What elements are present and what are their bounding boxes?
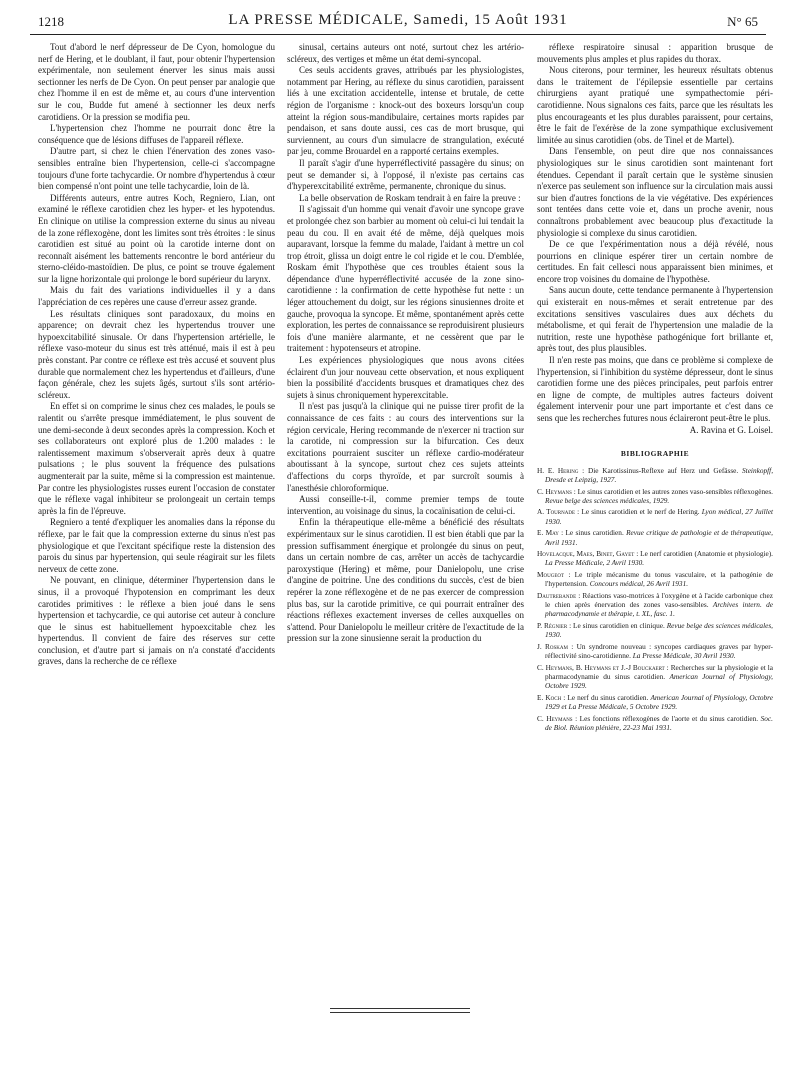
- bib-title: Les fonctions réflexogènes de l'aorte et du sinus carotidien.: [579, 713, 759, 723]
- bib-source: Soc. de Biol. Réunion plénière, 22-23 Mai 1931.: [545, 713, 773, 732]
- bib-title: Le sinus carotidien en clinique.: [573, 620, 665, 630]
- paragraph: Il n'en reste pas moins, que dans ce problème si complexe de l'hypertension, si l'inhibition du système dépresseur, dont le sinus carotidien forme une des pièces principales, peut parfois entrer en ligne de compte, de multiples autres facteurs doivent également intervenir pour une part importante et c'est dans ce sens que les recherches futures nous éclaireront peut-être le plus.: [537, 355, 773, 423]
- bib-title: Die Karotissinus-Reflexe auf Herz und Gefässe.: [587, 465, 739, 475]
- bib-source: Revue critique de pathologie et de thérapeutique, Avril 1931.: [545, 528, 773, 547]
- paragraph: sinusal, certains auteurs ont noté, surtout chez les artério-scléreux, des vertiges et même un état demi-syncopal.: [287, 42, 524, 64]
- bib-title: Le nerf du sinus carotidien.: [567, 692, 649, 702]
- bib-author: H. E. Hering :: [537, 465, 585, 475]
- bib-source: Lyon médical, 27 Juillet 1930.: [545, 507, 773, 526]
- bib-author: A. Tournade :: [537, 507, 580, 517]
- bibliography-entry: [537, 507, 773, 526]
- paragraph: Les résultats cliniques sont paradoxaux, du moins en apparence; on devrait chez les hypertendus trouver une hypoexcitabilité sinusale. Or dans l'hypertension artérielle, le réflexe vaso-moteur du sinus est très atténué, mais il est à peu près constant. Par contre ce réflexe est très accusé et souvent plus durable que normalement chez les hypertendus et d'ailleurs, d'une façon générale, chez les sujets âgés, surtout s'ils sont artério-scléreux.: [38, 308, 275, 400]
- author-signature: A. Ravina et G. Loisel.: [689, 424, 773, 435]
- bib-title: Recherches sur la physiologie et la pharmacodynamie du sinus carotidien.: [545, 662, 773, 681]
- paragraph: Mais du fait des variations individuelles il y a dans l'appréciation de ces repères une cause d'erreur assez grande.: [38, 285, 275, 308]
- page-number: 1218: [38, 14, 64, 29]
- paragraph: L'hypertension chez l'homme ne pourrait donc être la conséquence que de lésions diffuses de l'appareil réflexe.: [38, 123, 275, 145]
- bibliography-entry: [537, 642, 773, 661]
- bib-author: C. Heymans :: [537, 486, 576, 496]
- paragraph: réflexe respiratoire sinusal : apparition brusque de mouvements plus amples et plus rapides du thorax.: [537, 42, 773, 64]
- paragraph: Regniero a tenté d'expliquer les anomalies dans la réponse du réflexe, par le fait que la compression externe du sinus n'est pas physiologique et que l'excitant spécifique reste la distension des parois du sinus par hypertension, qui seule réagirait sur les filets nerveux de cette zone.: [38, 517, 275, 574]
- paragraph: Ne pouvant, en clinique, déterminer l'hypertension dans le sinus, il a provoqué l'hypotension en comprimant les deux carotides primitives : le réflexe a bien joué dans le sens hypertension et tachycardie, ce qui autorise cet auteur à conclure que le sinus est habituellement hypoexcitable chez les hypertendus. Il convient de faire des réserves sur cette conclusion, et d'autre part si jamais on n'a constaté d'accidents graves, dans la recherche de ce réflexe: [38, 575, 275, 667]
- journal-title: [30, 12, 766, 29]
- bib-title: Réactions vaso-motrices à l'oxygène et à l'acide carbonique chez le chien après énervation des zones vaso-sensibles.: [545, 590, 773, 610]
- bib-source: Revue belge des sciences médicales, 1930.: [545, 620, 774, 640]
- bibliography-entry: [537, 663, 773, 691]
- paragraph: Sans aucun doute, cette tendance permanente à l'hypertension qui existerait en nous-mêmes et serait entretenue par des excitations sensitives vasculaires dues aux déchets du métabolisme, et qui ferait de l'hypertension une maladie de la nutrition, reste une hypothèse pathogénique fort brillante et, après tout, des plus plausibles.: [537, 285, 773, 354]
- bib-author: C. Heymans, B. Heymans et J.-J Bouckaert :: [537, 662, 669, 672]
- bib-author: E. Koch :: [537, 692, 566, 702]
- bibliography-entry: [537, 466, 773, 485]
- bibliography-entry: [537, 693, 773, 712]
- page-header: [30, 8, 766, 35]
- paragraph: D'autre part, si chez le chien l'énervation des zones vaso-sensibles entraîne bien l'hypertension, celle-ci s'accompagne toujours d'une forte tachycardie. Or nombre d'hypertendus à cœur bien compensé n'ont point une telle tachycardie, loin de là.: [38, 146, 275, 192]
- bibliography-list: [537, 466, 773, 733]
- paragraph: Dans l'ensemble, on peut dire que nos connaissances physiologiques sur le sinus carotidien sont maintenant fort étendues. Cependant il paraît certain que le système sinusien n'exerce pas seulement son influence sur la circulation mais aussi sur bien d'autres fonctions de la vie végétative. Des expériences sont tentées dans cette voie et, dans un proche avenir, nous connaîtrons probablement avec beaucoup plus d'exactitude la physiologie si complexe du sinus carotidien.: [537, 146, 773, 238]
- bib-author: J. Roskam :: [537, 641, 574, 651]
- paragraph: En effet si on comprime le sinus chez ces malades, le pouls se ralentit ou s'arrête presque immédiatement, le plus souvent de une demi-seconde à deux secondes après la compression. Koch et ses collaborateurs ont exploré plus de 1.200 malades : le ralentissement maximum s'observerait après deux à quatre pulsations ; le plus souvent la fréquence des pulsations augmenterait par la suite, même si la compression est maintenue. Par contre les physiologistes russes eurent l'occasion de constater que le réflexe vagal inhibiteur se prolongeait un certain temps après la fin de l'épreuve.: [38, 401, 275, 516]
- bib-source: Revue belge des sciences médicales, 1929.: [545, 496, 670, 505]
- bibliography-title: BIBLIOGRAPHIE: [620, 449, 690, 459]
- column-right-paragraphs: [537, 42, 773, 425]
- paragraph: La belle observation de Roskam tendrait à en faire la preuve :: [299, 192, 521, 203]
- bib-author: Mougeot :: [537, 569, 571, 579]
- bib-title: Le sinus carotidien.: [565, 528, 624, 538]
- bibliography-entry: [537, 621, 773, 640]
- bib-title: Un syndrome nouveau : syncopes cardiaques graves par hyper-réflectivité sino-carotidienne.: [545, 641, 773, 661]
- paragraph: Il n'est pas jusqu'à la clinique qui ne puisse tirer profit de la connaissance de ces faits : au cours des interventions sur la région cervicale, Hering recommande de n'exercer ni traction sur la carotide, ni compression sur la bifurcation. Ces deux excitations pourraient susciter un réflexe cardio-modérateur aboutissant à la syncope, surtout chez ces sujets atteints d'affections du corps thyroïde, et par surcroît soumis à l'anesthésie chloroformique.: [287, 401, 524, 493]
- bibliography-entry: [537, 570, 773, 589]
- paragraph: Différents auteurs, entre autres Koch, Regniero, Lian, ont examiné le réflexe carotidien chez les hyper- et les hypotendus. En clinique on utilise la compression externe du sinus au niveau de la zone réflexogène, dont les limites sont très étroites : le sinus carotidien est situé au point où la carotide interne dont on reconnaît aisément les battements rencontre le bord antérieur du sterno-cléido-mastoïdien. De plus, ce point se trouve également sur la ligne horizontale qui prolonge le bord supérieur du larynx.: [38, 192, 275, 284]
- issue-date: Samedi, 15 Août 1931: [413, 12, 568, 28]
- bib-source: La Presse Médicale, 30 Avril 1930.: [632, 651, 736, 661]
- bib-author: Dautrebande :: [537, 590, 581, 600]
- paragraph: Ces seuls accidents graves, attribués par les physiologistes, notamment par Hering, au réflexe du sinus carotidien, paraissent liés à une excitation accidentelle, intense et brutale, de cette région de l'organisme : knock-out des boxeurs lorsqu'un coup atteint la région sous-mandibulaire, certaines morts rapides par pendaison, et sans doute aussi, ces cas de mort brusque, qui surviennent, au cours d'un simulacre de strangulation, exécuté par jeu, comme Brouardel en a rapporté certains exemples.: [287, 65, 524, 157]
- paragraph: Aussi conseille-t-il, comme premier temps de toute intervention, au voisinage du sinus, la cocaïnisation de celui-ci.: [287, 494, 524, 516]
- paragraph: Les expériences physiologiques que nous avons citées éclairent d'un jour nouveau cette observation, et nous expliquent bien la possibilité d'accidents brusques et dramatiques chez des sujets à sinus chroniquement hyperexcitable.: [287, 355, 524, 400]
- paragraph: De ce que l'expérimentation nous a déjà révélé, nous pourrions en clinique espérer tirer un certain nombre de certitudes. En fait cellesci nous apparaissent bien minimes, et encore trop voisines du domaine de l'hypothèse.: [537, 239, 773, 284]
- bib-author: P. Régnier :: [537, 620, 572, 630]
- bib-source: Steinkopff, Dresde et Leipzig, 1927.: [545, 465, 774, 485]
- bibliography-entry: [537, 528, 773, 547]
- column-left: [38, 42, 275, 668]
- bib-title: Le sinus carotidien et le nerf de Hering.: [581, 507, 700, 517]
- bibliography-entry: [537, 591, 773, 619]
- paragraph: Nous citerons, pour terminer, les heureux résultats obtenus dans le traitement de l'épilepsie essentielle par certains chirurgiens ayant pratiqué une sympathectomie péri-carotidienne. Nous signalons ces faits, parce que les résultats les plus encourageants et les plus durables paraissent, pour certains, être le fait de l'exérèse de la zone sympathique exclusivement limitée au sinus carotidien (obs. de Tinel et de Martel).: [537, 65, 773, 145]
- bib-author: C. Heymans :: [537, 713, 578, 723]
- end-rule-bottom: [330, 1012, 470, 1013]
- paragraph: Il s'agissait d'un homme qui venait d'avoir une syncope grave et prolongée chez son barbier au moment où celui-ci lui tendait la peau du cou. Il en avait été de même, déjà quelques mois auparavant, lorsque la femme du malade, l'aidant à mettre un col trop étroit, glissa un doigt entre le col rigide et le cou. D'emblée, Roskam émit l'hypothèse que ces troubles étaient sous la dépendance d'une hyperréflectivité accusée de la zone sino-carotidienne : la confirmation de cette hypothèse fut nette : un léger attouchement du doigt, sur les régions sinusiennes droite et gauche, provoqua la syncope. Et même, spontanément après cette exploration, les pertes de connaissance se reproduisirent plusieurs fois d'une manière alarmante, et ne cessèrent que par le traitement : hypotenseurs et atropine.: [287, 204, 524, 354]
- bib-source: American Journal of Physiology, Octobre 1929.: [545, 671, 774, 691]
- column-middle: [287, 42, 524, 645]
- bib-source: La Presse Médicale, 2 Avril 1930.: [545, 558, 645, 568]
- bib-author: Hovelacque, Maes, Binet, Gayet :: [537, 549, 639, 559]
- bibliography-entry: [537, 549, 773, 568]
- paragraph: Enfin la thérapeutique elle-même a bénéficié des résultats expérimentaux sur le sinus carotidien. Il est bien établi que par la pression suffisamment énergique et prolongée du sinus on peut, dans un certain nombre de cas, arrêter un accès de tachycardie paroxystique (Hering) et même, pour Danielopolu, une crise d'angine de poitrine. Une des conditions du succès, c'est de bien repérer la zone réflexogène et de ne pas exercer de compression plus bas, sur la carotide primitive, ce qui pourrait entraîner des réactions réflexes exactement inverses de celles auxquelles on s'attend. Pour Danielopolu le meilleur critère de l'exactitude de la pression sur la zone sinusienne serait la production du: [287, 517, 524, 644]
- bib-source: American Journal of Physiology, Octobre 1929 et La Presse Médicale, 5 Octobre 1929.: [545, 692, 773, 712]
- bib-source: Archives intern. de pharmacodynamie et thérapie, t. XL, fasc. 1.: [545, 600, 773, 619]
- bibliography-entry: [537, 487, 773, 506]
- bib-title: Le sinus carotidien et les autres zones vaso-sensibles réflexogènes.: [577, 486, 774, 496]
- bib-source: Concours médical, 26 Avril 1931.: [589, 579, 689, 589]
- bib-author: E. May :: [537, 528, 564, 538]
- paragraph: Tout d'abord le nerf dépresseur de De Cyon, homologue du nerf de Hering, et le doublant, il faut, pour obtenir l'hypertension expérimentale, non seulement énerver les sinus mais aussi sectionner les nerfs de De Cyon. On peut penser par analogie que chez l'homme il en est de même et, au cours d'une intervention sur le cou, Budde fut amené à sectionner les deux nerfs carotidiens. Or la pression se modifia peu.: [38, 42, 275, 122]
- bibliography-entry: [537, 714, 773, 733]
- issue-number: N° 65: [727, 14, 758, 29]
- end-rule-top: [330, 1008, 470, 1009]
- paragraph: Il paraît s'agir d'une hyperréflectivité passagère du sinus; on peut se demander si, à l'opposé, il n'existe pas certains cas d'hyperexcitabilité extrême, permanente, chronique du sinus.: [287, 157, 524, 192]
- journal-name: LA PRESSE MÉDICALE,: [228, 12, 409, 28]
- column-right: [537, 42, 773, 734]
- bib-title: Le triple mécanisme du tonus vasculaire, et la pathogénie de l'hypertension.: [545, 569, 773, 589]
- bib-title: Le nerf carotidien (Anatomie et physiologie).: [640, 549, 774, 559]
